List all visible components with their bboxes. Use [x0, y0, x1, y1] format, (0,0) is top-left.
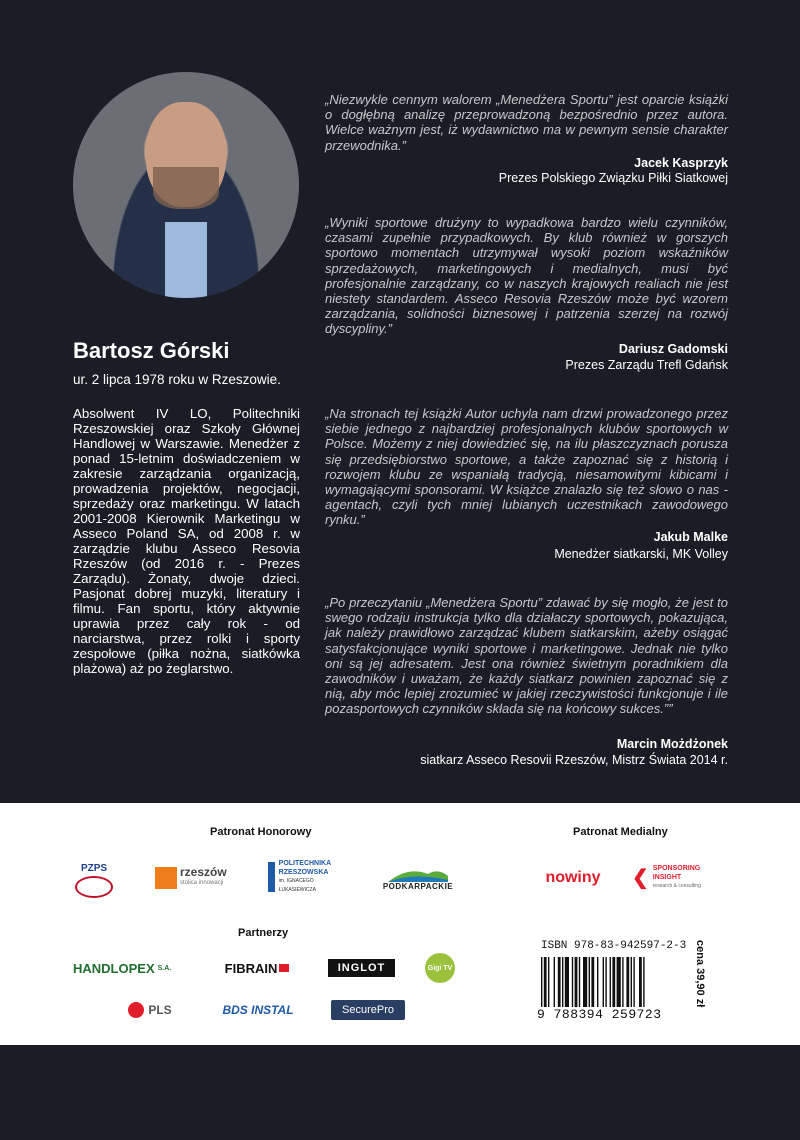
barcode-bar — [575, 957, 578, 1007]
gigi-tv-logo: Gigi TV — [425, 953, 455, 983]
quote-text: „Na stronach tej książki Autor uchyla nam drzwi prowadzonego przez siebie jednego z najbardziej profesjonalnych klubów sportowych w Polsce. Możemy z niej dowiedzieć się, na ilu płaszczyznach porusza się przedsiębiorstwo sportowe, a także zapoznać się z historią i rozwojem klubu ze wspaniałą tradycją, niesamowitymi kibicami i wymagającymi sponsorami. W książce znalazło się też słowo o nas - agentach, czyli tych mniej lubianych uczestnikach zawodowego rynku.” — [325, 406, 728, 528]
barcode-bar — [639, 957, 642, 1007]
author-birth: ur. 2 lipca 1978 roku w Rzeszowie. — [73, 372, 281, 387]
price-text: cena 39,90 zł — [694, 940, 706, 1008]
politechnika-rzeszowska-logo: POLITECHNIKA RZESZOWSKA im. IGNACEGO ŁUKASIEWICZA — [268, 860, 348, 894]
barcode-bar — [591, 957, 594, 1007]
mountains-icon — [388, 866, 448, 882]
bds-instal-logo: BDS INSTAL — [222, 1003, 294, 1017]
barcode — [541, 957, 691, 1007]
pzps-logo: PZPS — [70, 862, 118, 898]
barcode-bar — [603, 957, 604, 1007]
honorary-patronage-title: Patronat Honorowy — [210, 826, 312, 838]
quote-author: Dariusz Gadomski — [618, 342, 728, 356]
barcode-bar — [610, 957, 611, 1007]
barcode-bar — [572, 957, 573, 1007]
barcode-bar — [605, 957, 606, 1007]
quote-role: Prezes Polskiego Związku Piłki Siatkowej — [498, 171, 728, 185]
isbn-digits: 9 788394 259723 — [537, 1007, 662, 1022]
quote-role: siatkarz Asseco Resovii Rzeszów, Mistrz Świata 2014 r. — [420, 753, 728, 767]
barcode-bar — [617, 957, 621, 1007]
barcode-bar — [633, 957, 634, 1007]
barcode-bar — [589, 957, 590, 1007]
quote-role: Menedżer siatkarski, MK Volley — [554, 547, 728, 561]
quote-role: Prezes Zarządu Trefl Gdańsk — [565, 358, 728, 372]
quote-author: Jakub Malke — [653, 530, 728, 544]
barcode-bar — [583, 957, 587, 1007]
barcode-bar — [626, 957, 629, 1007]
securepro-logo: SecurePro — [331, 1000, 405, 1020]
inglot-logo: INGLOT — [328, 959, 395, 977]
price-label — [696, 940, 716, 1020]
author-bio: Absolwent IV LO, Politechniki Rzeszowskiej oraz Szkoły Głównej Handlowej w Warszawie. Menedżer z ponad 15-letnim doświadczeniem w zakresie zarządzania organizacją, prowadzenia projektów, negocjacji, sprzedaży oraz marketingu. W latach 2001-2008 Kierownik Marketingu w Asseco Poland SA, od 2008 r. w zarządzie klubu Asseco Resovia Rzeszów (od 2016 r. - Prezes Zarządu). Żonaty, dwoje dzieci. Pasjonat dobrej muzyki, literatury i filmu. Fan sportu, który aktywnie uprawia przez cały rok - od narciarstwa, przez rolki i sporty zespołowe (piłka nożna, siatkówka plażowa) aż po żeglarstwo. — [73, 406, 300, 676]
barcode-bar — [631, 957, 632, 1007]
media-patronage-title: Patronat Medialny — [573, 826, 668, 838]
quote-author: Jacek Kasprzyk — [634, 156, 728, 170]
quote-text: „Po przeczytaniu „Menedżera Sportu” zdawać by się mogło, że jest to swego rodzaju instrukcja tylko dla działaczy sportowych, pokazująca, jak należy prawidłowo zarządzać klubem siatkarskim, ażeby osiągać satysfakcjonujące wyniki sportowe i marketingowe. Jednak nie tylko oni są jej adresatem. Jest ona również świetnym poradnikiem dla zawodników i uważam, że każdy siatkarz powinien zapoznać się z nią, aby móc lepiej zrozumieć w jakiej rzeczywistości funkcjonuje i ile pozasportowych czynników składa się na końcowy sukces.”” — [325, 595, 728, 717]
isbn-label: ISBN 978-83-942597-2-3 — [541, 940, 687, 952]
barcode-bar — [612, 957, 615, 1007]
author-name: Bartosz Górski — [73, 338, 230, 363]
barcode-bar — [643, 957, 644, 1007]
barcode-bar — [544, 957, 547, 1007]
partners-title: Partnerzy — [238, 927, 289, 939]
quote-text: „Wyniki sportowe drużyny to wypadkowa bardzo wielu czynników, czasami zupełnie przypadkowych. By klub również w gorszych sportowo momentach utrzymywał wysoki poziom wskaźników sprzedażowych, marketingowych i medialnych, musi być profesjonalnie zarządzany, co w naszych krajowych realiach nie jest niestety standardem. Asseco Resovia Rzeszów może być wzorem zarządzania, solidności biznesowej i patrzenia szerzej na rozwój dyscypliny.” — [325, 215, 728, 337]
barcode-bar — [541, 957, 542, 1007]
podkarpackie-logo: PODKARPACKIE — [378, 862, 458, 894]
author-photo — [73, 72, 299, 298]
sponsoring-insight-logo: ❮ SPONSORING INSIGHT research & consulting — [632, 864, 701, 889]
rzeszow-logo: rzeszów stolica innowacji — [155, 864, 235, 892]
barcode-bar — [622, 957, 623, 1007]
fibrain-logo: FIBRAIN — [214, 958, 300, 978]
barcode-bar — [597, 957, 598, 1007]
nowiny-logo: nowiny — [545, 869, 601, 886]
barcode-bar — [548, 957, 549, 1007]
quote-text: „Niezwykle cennym walorem „Menedżera Sportu” jest oparcie książki o dogłębną analizę przeprowadzoną bezpośrednio przez autora. Wielce ważnym jest, iż wydawnictwo ma w pewnym sensie charakter przewodnika.” — [325, 92, 728, 153]
barcode-bar — [579, 957, 580, 1007]
barcode-bar — [558, 957, 561, 1007]
pls-logo: PLS — [119, 1000, 181, 1020]
barcode-bar — [554, 957, 555, 1007]
barcode-bar — [565, 957, 569, 1007]
barcode-bar — [562, 957, 563, 1007]
quote-author: Marcin Możdżonek — [616, 737, 728, 751]
handlopex-logo: HANDLOPEX S.A. — [73, 960, 172, 976]
